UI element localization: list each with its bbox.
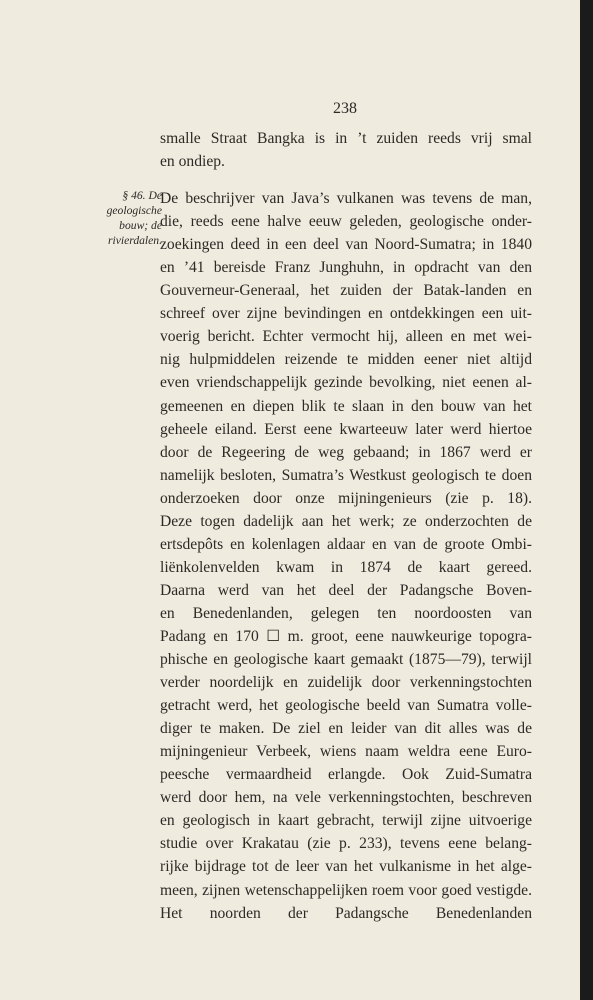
margin-note-line: rivierdalen. [108, 234, 162, 247]
text-line: Padang en 170 ☐ m. groot, eene nauwkeurige topogra- [160, 627, 532, 645]
body-text [160, 127, 532, 925]
text-line: smalle Straat Bangka is in ’t zuiden reeds vrij smal [160, 130, 532, 147]
margin-note-line: § 46. De [122, 189, 162, 202]
margin-note-line: bouw; de [119, 219, 162, 232]
margin-note-line: geologische [106, 204, 162, 217]
text-line: phische en geologische kaart gemaakt (1875—79), terwijl [160, 651, 532, 669]
text-line: diger te maken. De ziel en leider van dit alles was de [160, 720, 532, 738]
paragraph-continued [160, 127, 532, 173]
text-line: liënkolenvelden kwam in 1874 de kaart gereed. [160, 558, 532, 576]
text-line: geheele eiland. Eerst eene kwarteeuw later werd hiertoe [160, 420, 532, 438]
text-line: ertsdepôts en kolenlagen aldaar en van de groote Ombi- [160, 535, 532, 553]
text-line: gemeenen en diepen blik te slaan in den bouw van het [160, 397, 532, 415]
text-line: nig hulpmiddelen reizende te midden eener niet altijd [160, 351, 532, 369]
text-line: Gouverneur-Generaal, het zuiden der Batak-landen en [160, 282, 532, 300]
text-line: mijningenieur Verbeek, wiens naam weldra eene Euro- [160, 743, 532, 761]
text-line: peesche vermaardheid erlangde. Ook Zuid-Sumatra [160, 766, 532, 784]
text-line: en Benedenlanden, gelegen ten noordoosten van [160, 604, 532, 622]
text-line: onderzoeken door onze mijningenieurs (zie p. 18). [160, 489, 532, 507]
text-line: even vriendschappelijk gezinde bevolking, niet eenen al- [160, 374, 532, 392]
scan-dark-edge [580, 0, 593, 1000]
text-line: Daarna werd van het deel der Padangsche Boven- [160, 581, 532, 599]
paragraph-gap [160, 173, 532, 187]
text-line: zoekingen deed in een deel van Noord-Sumatra; in 1840 [160, 236, 532, 254]
text-line: Deze togen dadelijk aan het werk; ze onderzochten de [160, 512, 532, 530]
text-line: rijke bijdrage tot de leer van het vulkanisme in het alge- [160, 858, 532, 876]
text-line: getracht werd, het geologische beeld van Sumatra volle- [160, 697, 532, 715]
paragraph-section-46 [160, 187, 532, 925]
text-line: voerig bericht. Echter vermocht hij, alleen en met wei- [160, 328, 532, 346]
text-line: en geologisch in kaart gebracht, terwijl zijne uitvoerige [160, 812, 532, 830]
text-line: door de Regeering de weg gebaand; in 1867 werd er [160, 443, 532, 461]
text-line: namelijk besloten, Sumatra’s Westkust geologisch te doen [160, 466, 532, 484]
text-line: studie over Krakatau (zie p. 233), tevens eene belang- [160, 835, 532, 853]
text-line: en ’41 bereisde Franz Junghuhn, in opdracht van den [160, 259, 532, 277]
text-line: die, reeds eene halve eeuw geleden, geologische onder- [160, 213, 532, 231]
text-line: verder noordelijk en zuidelijk door verkenningstochten [160, 674, 532, 692]
text-line: schreef over zijne bevindingen en ontdekkingen een uit- [160, 305, 532, 323]
text-line: Het noorden der Padangsche Benedenlanden [160, 904, 532, 922]
text-line: meen, zijnen wetenschappelijken roem voor goed vestigde. [160, 881, 532, 899]
section-margin-note [80, 188, 162, 248]
text-line: De beschrijver van Java’s vulkanen was tevens de man, [160, 190, 532, 208]
text-line: werd door hem, na vele verkenningstochten, beschreven [160, 789, 532, 807]
text-line: en ondiep. [160, 153, 225, 171]
page-number: 238 [333, 100, 357, 117]
